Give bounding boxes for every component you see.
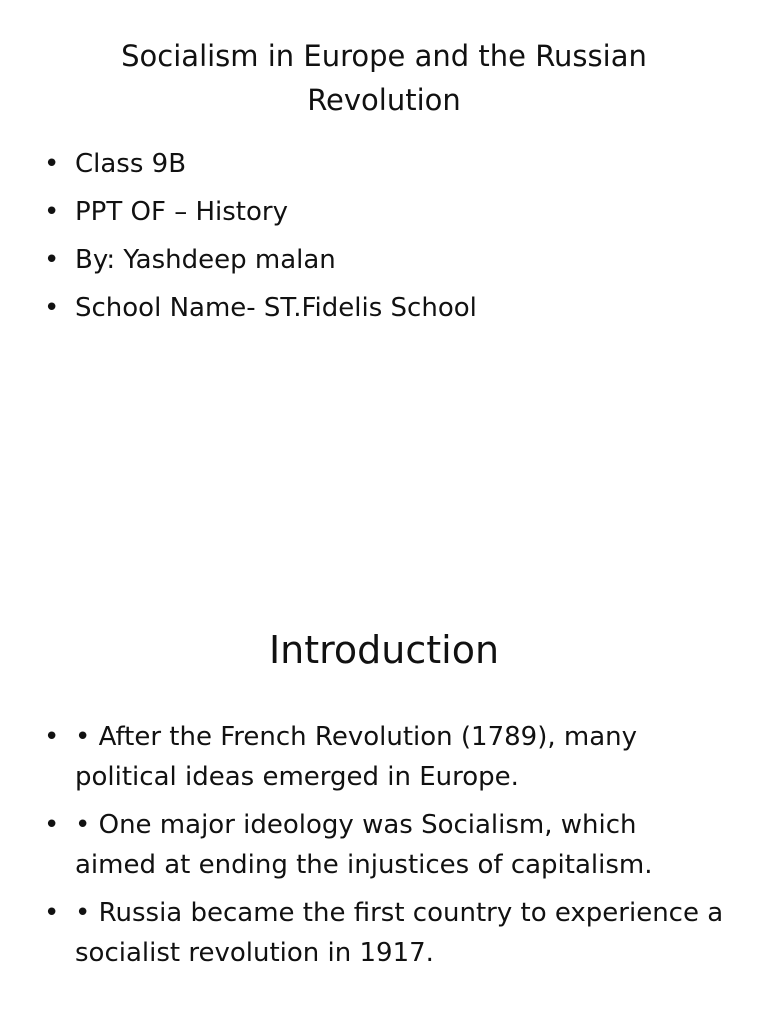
list-item xyxy=(44,717,724,797)
list-item-text: • Russia became the first country to experience a socialist revolution in 1917. xyxy=(75,898,724,968)
list-item-text: • After the French Revolution (1789), many political ideas emerged in Europe. xyxy=(75,722,637,792)
slide-title: Introduction xyxy=(268,628,500,672)
bullet-icon: • xyxy=(44,149,60,179)
slide-introduction xyxy=(0,512,768,1024)
list-item-text: • One major ideology was Socialism, which aimed at ending the injustices of capitalism. xyxy=(75,810,653,880)
list-item-text: PPT OF – History xyxy=(75,197,288,227)
list-item xyxy=(44,893,724,973)
bullet-icon: • xyxy=(44,197,60,227)
list-item xyxy=(44,284,724,332)
bullet-icon: • xyxy=(44,722,60,752)
bullet-list xyxy=(44,140,724,332)
list-item-text: Class 9B xyxy=(75,149,187,179)
bullet-icon: • xyxy=(44,245,60,275)
list-item xyxy=(44,236,724,284)
list-item xyxy=(44,805,724,885)
bullet-icon: • xyxy=(44,898,60,928)
bullet-icon: • xyxy=(44,293,60,323)
list-item xyxy=(44,140,724,188)
slide-title: Socialism in Europe and the Russian Revolution xyxy=(121,39,647,117)
bullet-icon: • xyxy=(44,810,60,840)
list-item xyxy=(44,188,724,236)
list-item-text: By: Yashdeep malan xyxy=(75,245,336,275)
bullet-list xyxy=(44,717,724,981)
list-item-text: School Name- ST.Fidelis School xyxy=(75,293,477,323)
